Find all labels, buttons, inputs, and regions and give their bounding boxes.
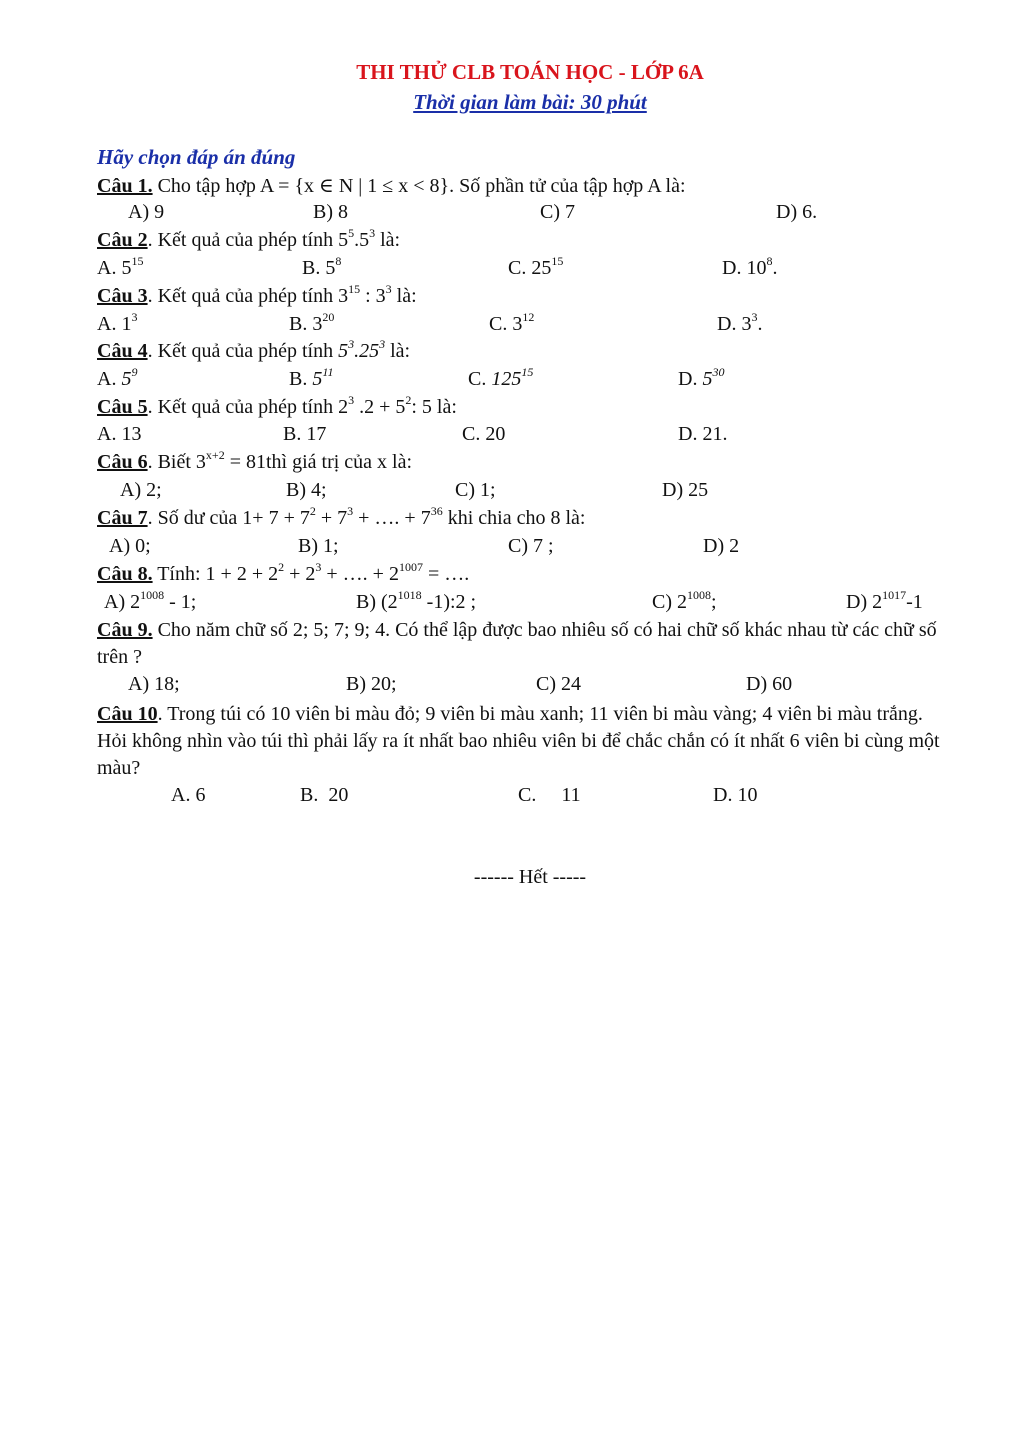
option-d: D) $2^{1017}-1$	[846, 588, 923, 613]
option-a: A. $5^{15}$	[97, 254, 144, 279]
question-label: Câu 8.	[97, 563, 153, 585]
end-marker: ------ Hết -----	[473, 866, 587, 888]
option-d: D) 6.	[776, 201, 818, 223]
question-8: Câu 8. Tính: $1 + 2 + 2^2 + 2^3$ + …. + $2^{1007}$ = ….	[97, 560, 470, 585]
option-a: A) $2^{1008} - 1$;	[104, 588, 197, 613]
option-b: B. $5^{11}$	[289, 365, 334, 390]
option-b: B) 20;	[346, 673, 397, 695]
question-1	[97, 173, 686, 198]
question-10: Câu 10. Trong túi có 10 viên bi màu đỏ; 9 viên bi màu xanh; 11 viên bi màu vàng; 4 viên bi màu trắng. Hỏi không nhìn vào túi thì phải lấy ra ít nhất bao nhiêu viên bi để chắc chắn có ít nhất 6 viên bi cùng một màu?	[97, 703, 940, 779]
option-a: A. 6	[171, 784, 206, 806]
option-c: C) 7 ;	[508, 535, 554, 557]
option-d: D) 25	[662, 479, 709, 501]
option-c: C. 20	[462, 423, 506, 445]
option-d: D. $10^8$.	[722, 254, 778, 279]
question-4: Câu 4. Kết quả của phép tính $5^3.25^3$ là:	[97, 337, 411, 362]
question-5: Câu 5. Kết quả của phép tính $2^3$ $.2 + 5^2$: 5 là:	[97, 393, 457, 418]
question-label: Câu 6	[97, 451, 148, 473]
question-label: Câu 1.	[97, 175, 153, 197]
option-d: D) 60	[746, 673, 793, 695]
option-b: B) 4;	[286, 479, 327, 501]
option-a: A. 13	[97, 423, 142, 445]
option-c: C) 7	[540, 201, 575, 223]
question-2: Câu 2. Kết quả của phép tính $5^5.5^3$ là:	[97, 226, 401, 251]
question-label: Câu 5	[97, 396, 148, 418]
option-d: D) 2	[703, 535, 740, 557]
option-c: C) $2^{1008}$;	[652, 588, 717, 613]
question-label: Câu 3	[97, 285, 148, 307]
option-c: C. $3^{12}$	[489, 310, 535, 335]
option-d: D. 21.	[678, 423, 728, 445]
option-c: C. $125^{15}$	[468, 365, 534, 390]
option-a: A) 0;	[109, 535, 151, 557]
option-b: B. 20	[300, 784, 349, 806]
option-b: B) 1;	[298, 535, 339, 557]
question-label: Câu 4	[97, 340, 148, 362]
option-b: B. $3^{20}$	[289, 310, 335, 335]
question-label: Câu 10	[97, 703, 158, 725]
option-c: C. 11	[518, 784, 581, 806]
question-text: Cho tập hợp A = {x ∈ N | 1 ≤ x < 8}. Số phần tử của tập hợp A là:	[152, 175, 686, 197]
option-a: A) 2;	[120, 479, 162, 501]
option-d: D. $3^3$.	[717, 310, 763, 335]
question-label: Câu 7	[97, 507, 148, 529]
option-b: B. 17	[283, 423, 327, 445]
option-a: A) 18;	[128, 673, 180, 695]
option-b: B. $5^8$	[302, 254, 342, 279]
option-a: A) 9	[128, 201, 165, 223]
question-7: Câu 7. Số dư của $1+ 7 + 7^2 + 7^3$ + …. + $7^{36}$ khi chia cho 8 là:	[97, 504, 586, 529]
question-label: Câu 9.	[97, 619, 153, 641]
question-3: Câu 3. Kết quả của phép tính $3^{15}$ : $3^3$ là:	[97, 282, 417, 307]
option-a: A. $5^9$	[97, 365, 138, 390]
option-b: B) ($2^{1018}$ -1):2 ;	[356, 588, 477, 613]
instruction: Hãy chọn đáp án đúng	[97, 145, 296, 169]
page-title: THI THỬ CLB TOÁN HỌC - LỚP 6A	[356, 60, 704, 84]
question-6: Câu 6. Biết $3^{x+2}$ = 81thì giá trị của x là:	[97, 448, 413, 473]
option-c: C) 24	[536, 673, 581, 695]
question-label: Câu 2	[97, 229, 148, 251]
option-b: B) 8	[313, 201, 348, 223]
option-c: C. $25^{15}$	[508, 254, 564, 279]
time-limit: Thời gian làm bài: 30 phút	[413, 90, 647, 114]
option-d: D. $5^{30}$	[678, 365, 725, 390]
question-9: Câu 9. Cho năm chữ số 2; 5; 7; 9; 4. Có thể lập được bao nhiêu số có hai chữ số khác nhau từ các chữ số trên ?	[97, 619, 937, 668]
option-d: D. 10	[713, 784, 758, 806]
option-a: A. $1^3$	[97, 310, 138, 335]
option-c: C) 1;	[455, 479, 496, 501]
